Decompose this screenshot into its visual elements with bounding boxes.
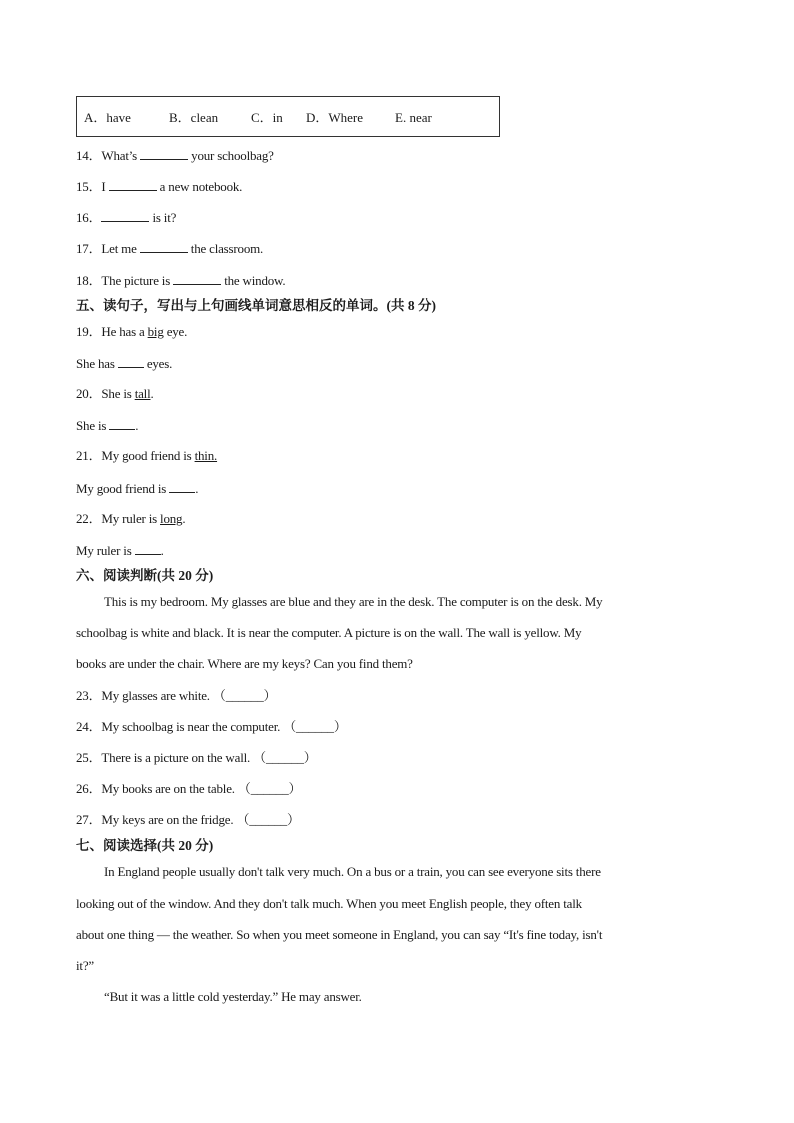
question-text-before: She is — [101, 386, 135, 401]
question-number: 21． — [76, 448, 102, 463]
answer-blank[interactable] — [140, 146, 188, 160]
question-text: My books are on the table. — [101, 781, 235, 796]
word-option-b: B．clean — [169, 110, 219, 125]
question-text-after: eye. — [163, 324, 188, 339]
answer-19 — [76, 354, 172, 373]
answer-text-before: My good friend is — [76, 481, 167, 496]
question-number: 23． — [76, 688, 102, 703]
question-20 — [76, 385, 154, 403]
section-6-title: 六、阅读判断(共 20 分) — [76, 568, 214, 583]
passage-line: books are under the chair. Where are my keys? Can you find them? — [76, 656, 413, 671]
answer-text-before: She has — [76, 356, 115, 371]
answer-text-after: . — [195, 481, 199, 496]
question-text-after: the window. — [224, 273, 286, 288]
passage-line: “But it was a little cold yesterday.” He may answer. — [104, 989, 362, 1004]
answer-blank[interactable] — [109, 416, 135, 430]
question-19 — [76, 323, 187, 341]
question-number: 24． — [76, 719, 102, 734]
question-22 — [76, 510, 185, 528]
underlined-word: thin. — [194, 448, 218, 463]
question-number: 18． — [76, 273, 102, 288]
word-option-c: C．in — [251, 110, 283, 125]
answer-21 — [76, 479, 198, 498]
question-text-before: He has a — [101, 324, 148, 339]
question-text-before: My good friend is — [101, 448, 195, 463]
question-number: 27． — [76, 812, 102, 827]
underlined-word: big — [147, 324, 164, 339]
word-option-e: E. near — [395, 110, 432, 125]
answer-blank[interactable] — [118, 354, 144, 368]
question-text-after: is it? — [152, 210, 177, 225]
answer-blank[interactable] — [169, 479, 195, 493]
answer-bracket[interactable]: （______） — [283, 719, 347, 734]
question-27 — [76, 811, 300, 829]
question-number: 14． — [76, 148, 102, 163]
answer-blank[interactable] — [140, 239, 188, 253]
question-number: 16． — [76, 210, 102, 225]
question-21 — [76, 447, 217, 465]
answer-text-before: She is — [76, 418, 107, 433]
question-number: 26． — [76, 781, 102, 796]
section-7-title: 七、阅读选择(共 20 分) — [76, 838, 214, 853]
passage-line: looking out of the window. And they don't talk much. When you meet English people, they often talk — [76, 896, 582, 911]
question-number: 17． — [76, 241, 102, 256]
question-number: 20． — [76, 386, 102, 401]
answer-text-after: . — [135, 418, 139, 433]
question-text: My glasses are white. — [101, 688, 210, 703]
passage-line: it?” — [76, 958, 94, 973]
underlined-word: long — [160, 511, 183, 526]
answer-blank[interactable] — [109, 177, 157, 191]
question-text-after: . — [150, 386, 154, 401]
question-text-before: What’s — [101, 148, 138, 163]
word-option-d: D．Where — [306, 110, 364, 125]
passage-line: This is my bedroom. My glasses are blue and they are in the desk. The computer is on the desk. My — [104, 594, 603, 609]
question-number: 25． — [76, 750, 102, 765]
passage-line: about one thing — the weather. So when you meet someone in England, you can say “It's fine today, isn't — [76, 927, 603, 942]
answer-bracket[interactable]: （______） — [236, 812, 300, 827]
question-text: My schoolbag is near the computer. — [101, 719, 281, 734]
passage-line: In England people usually don't talk very much. On a bus or a train, you can see everyone sits there — [104, 864, 601, 879]
question-text-after: the classroom. — [190, 241, 264, 256]
question-16 — [76, 208, 176, 227]
question-25 — [76, 749, 317, 767]
question-text-before: My ruler is — [101, 511, 161, 526]
word-option-a: A．have — [84, 110, 131, 125]
question-15 — [76, 177, 242, 196]
question-number: 15． — [76, 179, 102, 194]
answer-bracket[interactable]: （______） — [237, 781, 302, 796]
answer-text-after: . — [160, 543, 164, 558]
answer-20 — [76, 416, 138, 435]
answer-blank[interactable] — [101, 208, 149, 222]
question-14 — [76, 146, 274, 165]
question-24 — [76, 718, 347, 736]
answer-text-after: eyes. — [146, 356, 173, 371]
question-text: My keys are on the fridge. — [101, 812, 234, 827]
question-number: 22． — [76, 511, 102, 526]
question-number: 19． — [76, 324, 102, 339]
question-text-before: Let me — [101, 241, 137, 256]
answer-text-before: My ruler is — [76, 543, 132, 558]
underlined-word: tall — [134, 386, 151, 401]
answer-bracket[interactable]: （______） — [253, 750, 317, 765]
question-26 — [76, 780, 301, 798]
section-5-title: 五、读句子，写出与上句画线单词意思相反的单词。(共 8 分) — [76, 298, 436, 313]
question-text: There is a picture on the wall. — [101, 750, 251, 765]
passage-line: schoolbag is white and black. It is near the computer. A picture is on the wall. The wall is yellow. My — [76, 625, 582, 640]
question-text-after: your schoolbag? — [191, 148, 274, 163]
word-bank-box — [76, 96, 500, 137]
answer-blank[interactable] — [135, 541, 161, 555]
question-17 — [76, 239, 263, 258]
question-text-after: . — [182, 511, 186, 526]
question-23 — [76, 687, 276, 705]
answer-blank[interactable] — [173, 271, 221, 285]
question-text-after: a new notebook. — [159, 179, 243, 194]
question-text-before: The picture is — [101, 273, 171, 288]
question-text-before: I — [101, 179, 106, 194]
question-18 — [76, 271, 285, 290]
answer-bracket[interactable]: （______） — [212, 688, 277, 703]
answer-22 — [76, 541, 164, 560]
